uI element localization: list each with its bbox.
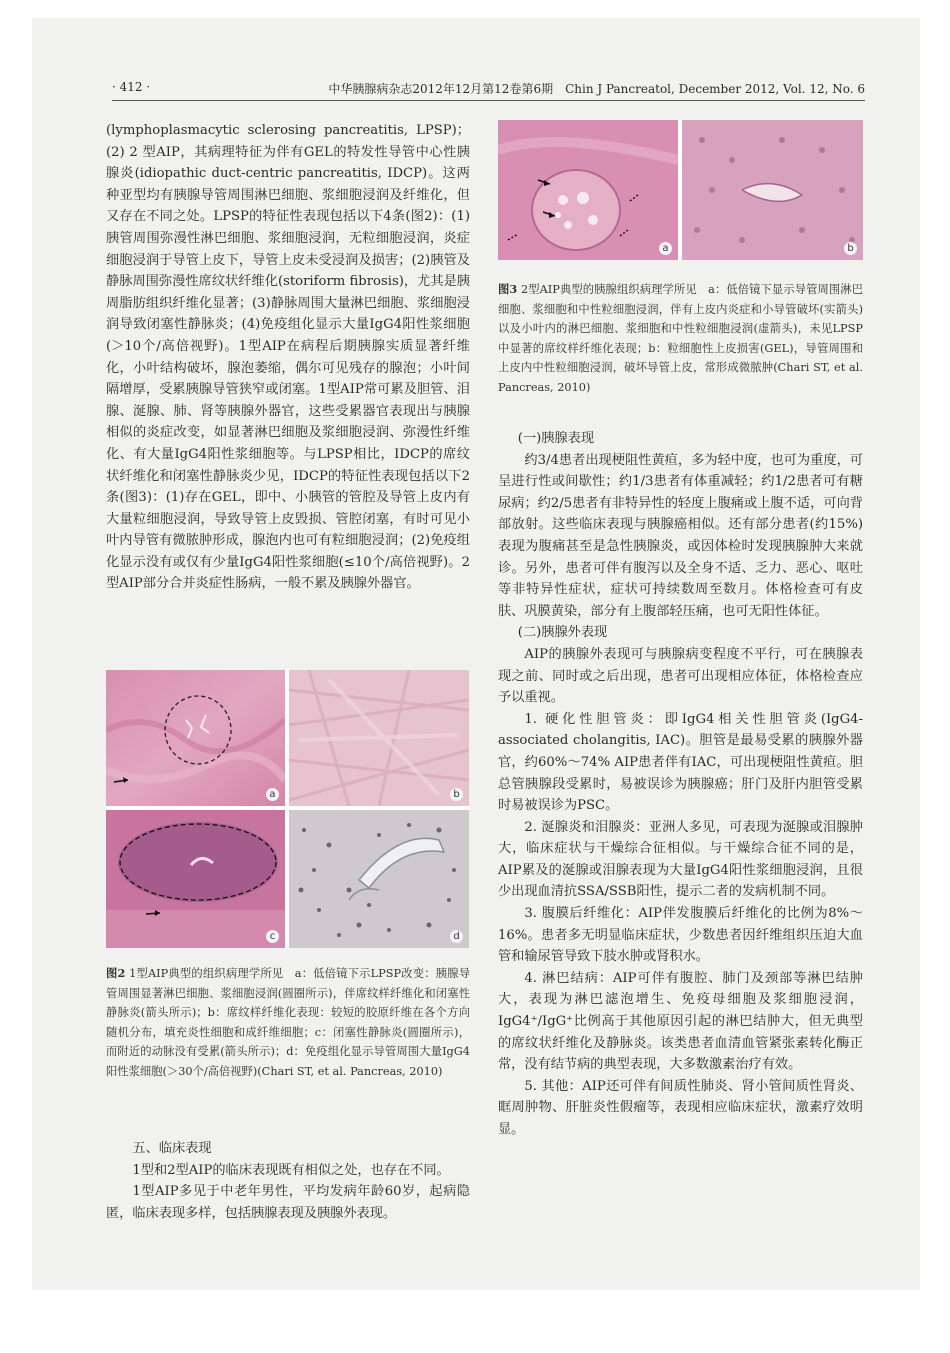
figure-3-panel-a — [498, 120, 678, 260]
figure-2-panel-b — [289, 670, 469, 806]
figure-label: 图3 — [498, 282, 518, 296]
right-column — [498, 428, 863, 1141]
subsection-heading: (一)胰腺表现 — [517, 431, 595, 446]
figure-2 — [106, 670, 469, 948]
list-item: 3. 腹膜后纤维化：AIP伴发腹膜后纤维化的比例为8%～16%。患者多无明显临床症状，少数患者因纤维组织压迫大血管和输尿管导致下肢水肿或肾积水。 — [498, 906, 863, 965]
figure-3 — [498, 120, 863, 260]
paragraph: AIP的胰腺外表现可与胰腺病变程度不平行，可在胰腺表现之前、同时或之后出现，患者可出现相应体征，体格检查应予以重视。 — [498, 646, 863, 706]
figure-label: 图2 — [106, 966, 126, 980]
panel-label: c — [266, 930, 279, 943]
page-number: · 412 · — [112, 80, 151, 94]
paragraph: (lymphoplasmacytic sclerosing pancreatitis, LPSP)；(2) 2 型AIP，其病理特征为伴有GEL的特发性导管中心性胰腺炎(idiopathic duct-centric pancreatitis, IDCP)。这两种亚型均有胰腺导管周围淋巴细胞、浆细胞浸润及纤维化，但又存在不同之处。LPSP的特征性表现包括以下4条(图2)：(1)胰管周围弥漫性淋巴细胞、浆细胞浸润，无粒细胞浸润，炎症细胞浸润于导管上皮下，导管上皮未受浸润及损害；(2)胰管及静脉周围弥漫性席纹状纤维化(storiform fibrosis)，尤其是胰周脂肪组织纤维化显著；(3)静脉周围大量淋巴细胞、浆细胞浸润导致闭塞性静脉炎；(4)免疫组化显示大量IgG4阳性浆细胞(＞10个/高倍视野)。1型AIP在病程后期胰腺实质显著纤维化，小叶结构破坏，腺泡萎缩，偶尔可见残存的腺泡；小叶间隔增厚，受累胰腺导管狭窄或闭塞。1型AIP常可累及胆管、泪腺、涎腺、肺、肾等胰腺外器官，这些受累器官表现出与胰腺相似的炎症改变，如显著淋巴细胞及浆细胞浸润、弥漫性纤维化、有大量IgG4阳性浆细胞等。与LPSP相比，IDCP的席纹状纤维化和闭塞性静脉炎少见，IDCP的特征性表现包括以下2条(图3)：(1)存在GEL，即中、小胰管的管腔及导管上皮内有大量粒细胞浸润，导致导管上皮毁损、管腔闭塞，有时可见小叶内导管有微脓肿形成，腺泡内也可有粒细胞浸润；(2)免疫组化显示没有或仅有少量IgG4阳性浆细胞(≤10个/高倍视野)。2型AIP部分合并炎症性肠病，一般不累及胰腺外器官。 — [106, 123, 470, 592]
figure-2-panel-a — [106, 670, 285, 806]
left-column-top — [106, 120, 470, 595]
figure-2-panel-c — [106, 810, 285, 948]
list-item: 2. 涎腺炎和泪腺炎：亚洲人多见，可表现为涎腺或泪腺肿大，临床症状与干燥综合征相似。与干燥综合征不同的是，AIP累及的涎腺或泪腺表现为大量IgG4阳性浆细胞浸润，且很少出现血清抗SSA/SSB阳性，提示二者的发病机制不同。 — [498, 819, 863, 900]
paragraph: 1型和2型AIP的临床表现既有相似之处，也存在不同。 — [132, 1162, 450, 1178]
figure-2-caption — [106, 964, 470, 1082]
list-item: 4. 淋巴结病：AIP可伴有腹腔、肺门及颈部等淋巴结肿大，表现为淋巴滤泡增生、免疫母细胞及浆细胞浸润，IgG4⁺/IgG⁺比例高于其他原因引起的淋巴结肿大，但无典型的席纹状纤维化及静脉炎。该类患者血清血管紧张素转化酶正常，没有结节病的典型表现，大多数激素治疗有效。 — [498, 970, 863, 1073]
section-heading: 五、临床表现 — [132, 1141, 212, 1156]
paragraph: 1型AIP多见于中老年男性，平均发病年龄60岁，起病隐匿，临床表现多样，包括胰腺表现及胰腺外表现。 — [106, 1184, 470, 1221]
paragraph: 约3/4患者出现梗阻性黄疸，多为轻中度，也可为重度，可呈进行性或间歇性；约1/3患者有体重减轻；约1/2患者可有糖尿病；约2/5患者有非特异性的轻度上腹痛或上腹不适，可向背部放射。这些临床表现与胰腺癌相似。还有部分患者(约15%)表现为腹痛甚至是急性胰腺炎，或因体检时发现胰腺肿大来就诊。另外，患者可伴有腹泻以及全身不适、乏力、恶心、呕吐等非特异性症状，症状可持续数周至数月。体格检查可有皮肤、巩膜黄染，部分有上腹部轻压痛，也可无阳性体征。 — [498, 452, 863, 619]
left-column-bottom — [106, 1138, 470, 1224]
figure-3-panel-b — [682, 120, 863, 260]
list-item: 1. 硬化性胆管炎：即IgG4相关性胆管炎(IgG4-associated cholangitis, IAC)。胆管是最易受累的胰腺外器官，约60%～74% AIP患者伴有IAC，可出现梗阻性黄疸。胆总管胰腺段受累时，易被误诊为胰腺癌；肝门及肝内胆管受累时易被误诊为PSC。 — [498, 711, 863, 814]
caption-text: 2型AIP典型的胰腺组织病理学所见 a：低倍镜下显示导管周围淋巴细胞、浆细胞和中性粒细胞浸润，伴有上皮内炎症和小导管破坏(实箭头)以及小叶内的淋巴细胞、浆细胞和中性粒细胞浸润(虚箭头)，未见LPSP中显著的席纹样纤维化表现；b：粒细胞性上皮损害(GEL)，导管周围和上皮内中性粒细胞浸润，破坏导管上皮，常形成微脓肿(Chari ST, et al. Pancreas, 2010) — [498, 283, 863, 394]
panel-label: b — [844, 242, 857, 255]
figure-2-panel-d — [289, 810, 469, 948]
header-rule — [112, 100, 865, 101]
journal-header: 中华胰腺病杂志2012年12月第12卷第6期 Chin J Pancreatol, December 2012, Vol. 12, No. 6 — [328, 82, 865, 96]
panel-label: a — [659, 242, 672, 255]
list-item: 5. 其他：AIP还可伴有间质性肺炎、肾小管间质性肾炎、眶周肿物、肝脏炎性假瘤等，表现相应临床症状，激素疗效明显。 — [498, 1078, 863, 1137]
figure-3-caption — [498, 280, 863, 398]
panel-label: d — [450, 930, 463, 943]
caption-text: 1型AIP典型的组织病理学所见 a：低倍镜下示LPSP改变：胰腺导管周围显著淋巴细胞、浆细胞浸润(圆圈所示)，伴席纹样纤维化和闭塞性静脉炎(箭头所示)；b：席纹样纤维化表现：较短的胶原纤维在各个方向随机分布，填充炎性细胞和成纤维细胞；c：闭塞性静脉炎(圆圈所示)，而附近的动脉没有受累(箭头所示)；d：免疫组化显示导管周围大量IgG4阳性浆细胞(＞30个/高倍视野)(Chari ST, et al. Pancreas, 2010) — [106, 967, 470, 1078]
subsection-heading: (二)胰腺外表现 — [517, 625, 608, 641]
panel-label: b — [450, 788, 463, 801]
panel-label: a — [266, 788, 279, 801]
